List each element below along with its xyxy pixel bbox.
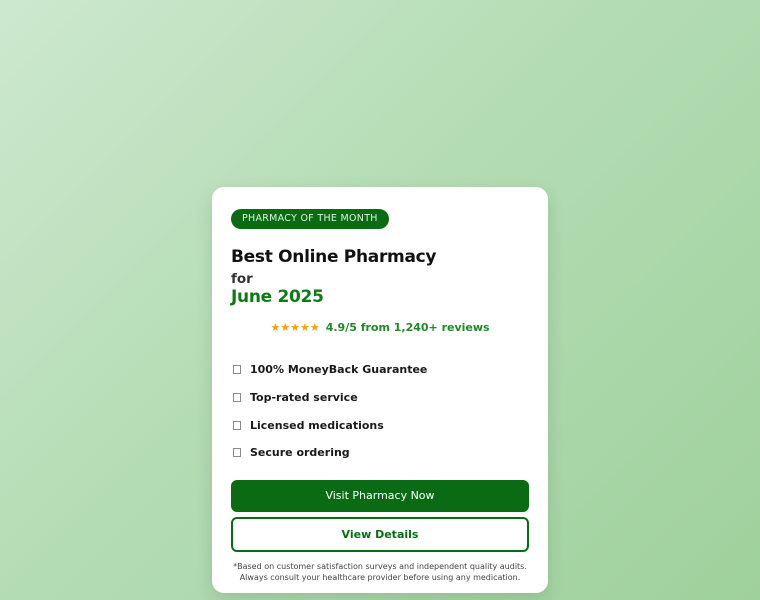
feature-list <box>231 356 529 467</box>
view-details-button[interactable]: View Details <box>231 517 529 552</box>
feature-label: Secure ordering <box>250 446 350 460</box>
checkbox-icon <box>233 365 241 374</box>
disclaimer <box>231 561 529 583</box>
checkbox-icon <box>233 393 241 402</box>
feature-item <box>231 384 529 412</box>
pharmacy-award-card <box>212 187 548 593</box>
disclaimer-line: Always consult your healthcare provider before using any medication. <box>239 572 521 582</box>
checkbox-icon <box>233 448 241 457</box>
star-rating-icon: ★★★★★ <box>270 321 320 334</box>
feature-item <box>231 439 529 467</box>
rating-text: 4.9/5 from 1,240+ reviews <box>325 321 490 334</box>
award-month: June 2025 <box>231 287 324 307</box>
feature-label: Licensed medications <box>250 418 384 432</box>
card-title: Best Online Pharmacy <box>231 247 437 267</box>
feature-item <box>231 356 529 384</box>
visit-pharmacy-button[interactable]: Visit Pharmacy Now <box>231 480 529 512</box>
pharmacy-of-month-badge: PHARMACY OF THE MONTH <box>231 209 389 229</box>
feature-item <box>231 411 529 439</box>
checkbox-icon <box>233 421 241 430</box>
rating-row <box>231 321 529 334</box>
feature-label: 100% MoneyBack Guarantee <box>250 363 428 377</box>
disclaimer-line: *Based on customer satisfaction surveys and independent quality audits. <box>233 561 527 571</box>
feature-label: Top-rated service <box>250 391 358 405</box>
for-label: for <box>231 271 253 287</box>
